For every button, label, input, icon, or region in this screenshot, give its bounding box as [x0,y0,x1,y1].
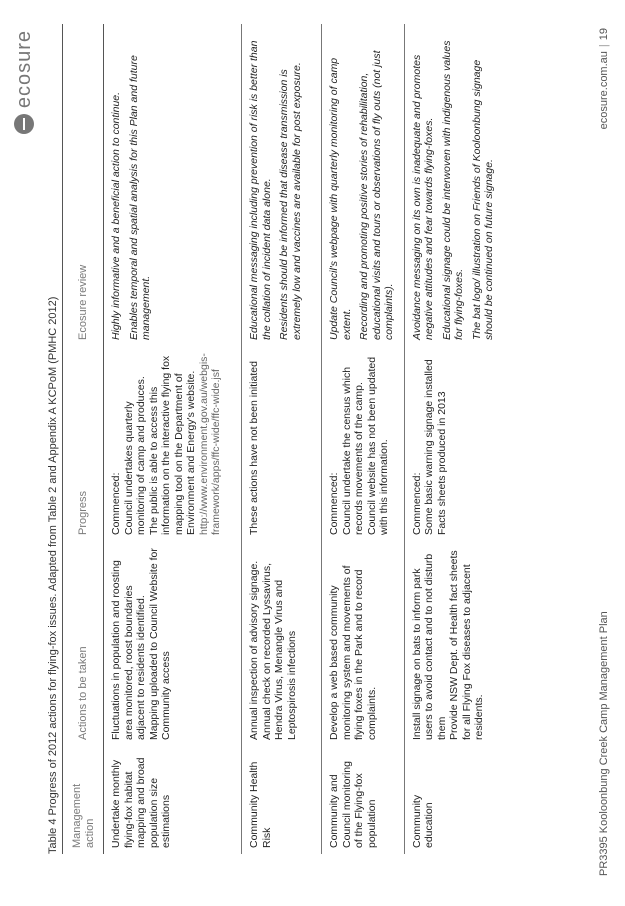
table-row [322,24,405,854]
progress-cell: These actions have not been initiated [242,346,322,541]
table-header-row [63,24,104,854]
management-action-cell: Community education [410,794,435,848]
brand-logo [10,30,38,160]
table-row [404,24,504,854]
review-cell: Update Council's webpage with quarterly monitoring of camp extent. Recording and promoting positive stories of rehabilitation, educational visits and tours or observations of fly outs (not just complaints). [322,24,405,346]
table-row [104,24,242,854]
review-cell: Highly informative and a beneficial action to continue. Enables temporal and spatial analysis for this Plan and future management. [104,24,242,346]
management-action-cell: Undertake monthly flying-fox habitat mapping and broad population size estimations [104,746,242,854]
progress-cell: Commenced: Council undertake the census which records movements of the camp. Council website has not been updated with this information. [322,346,405,541]
page-number-footer [598,28,610,129]
brand-name: ecosure [12,30,35,109]
header-actions-to-be-taken: Actions to be taken [63,541,104,746]
page-number: 19 [598,28,610,41]
review-cell: Educational messaging including prevention of risk is better than the collation of incident data alone. Residents should be informed that disease transmission is extremely low and vaccines are available for post exposure. [242,24,322,346]
actions-cell: Annual inspection of advisory signage. Annual check on recorded Lyssavirus, Hendra Virus, Menangle Virus and Leptospirosis infections [242,541,322,746]
document-title-footer: PR3395 Kooloonbung Creek Camp Management Plan [598,611,610,876]
actions-cell: Fluctuations in population and roosting area monitored, roost boundaries adjacent to residents identified. Mapping uploaded to Council Website for Community access [104,541,242,746]
progress-table [62,24,504,854]
progress-cell: Commenced: Some basic warning signage installed Facts sheets produced in 2013 [410,359,448,535]
management-action-cell: Community Health Risk [242,746,322,854]
header-ecosure-review: Ecosure review [63,24,104,346]
website-label: ecosure.com.au [598,51,610,130]
management-action-cell: Community and Council monitoring of the Flying-fox population [322,746,405,854]
actions-cell: Install signage on bats to inform park users to avoid contact and to not disturb them Provide NSW Dept. of Health fact sheets for all Flying Fox diseases to adjacent residents. [410,550,485,740]
footer-divider: | [598,44,610,48]
progress-cell: Commenced: Council undertakes quarterly monitoring of camp and produces. The public is able to access this information on the interactive flying fox mapping tool on the Department of Environment and Energy's website. http://www.environment.gov.au/webgis-framework/apps/ffc-wide/ffc-wide.jsf [104,346,242,541]
header-progress: Progress [63,346,104,541]
table-row [242,24,322,854]
review-cell: Avoidance messaging on its own is inadequate and promotes negative attitudes and fear towards flying-foxes. Educational signage could be interwoven with indigenous values for flying-foxes. The bat logo/ illustration on Friends of Kooloonbung signage should be continued on future signage. [410,40,495,340]
actions-cell: Develop a web based community monitoring system and movements of flying foxes in the Park and to record complaints. [322,541,405,746]
header-management-action: Management action [63,746,104,854]
table-caption: Table 4 Progress of 2012 actions for flying-fox issues. Adapted from Table 2 and Appendix A KCPoM (PMHC 2012) [47,296,59,854]
environment-url-link[interactable]: http://www.environment.gov.au/webgis-framework/apps/ffc-wide/ffc-wide.jsf [197,353,222,535]
ecosure-logo-icon [14,114,34,134]
